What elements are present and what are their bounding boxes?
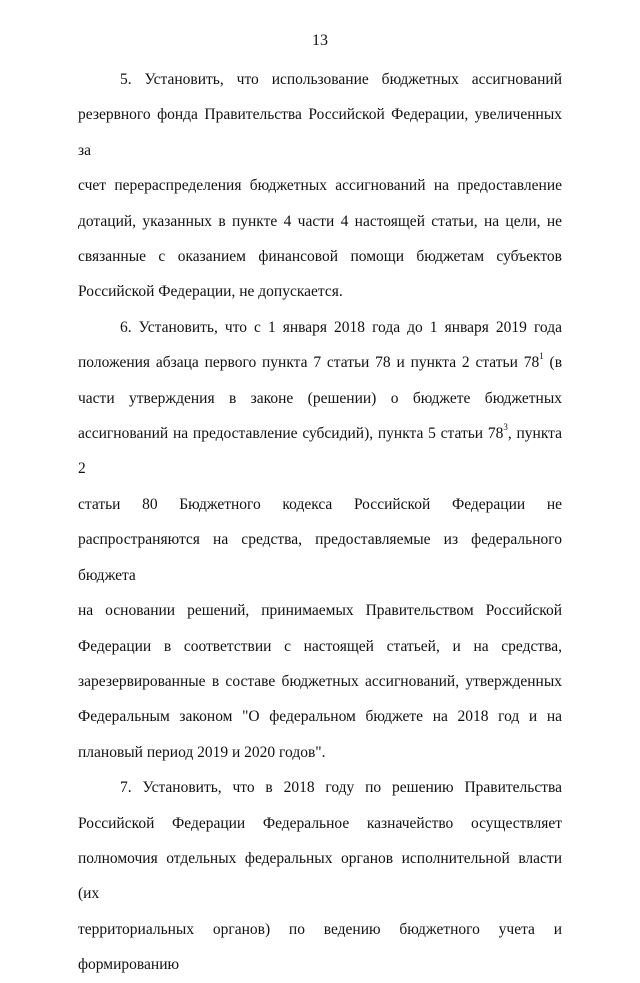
paragraph-6 xyxy=(78,310,562,770)
text-line: статьи 80 Бюджетного кодекса Российской Федерации не xyxy=(78,495,562,513)
text-line: резервного фонда Правительства Российской Федерации, увеличенных за xyxy=(78,106,562,159)
text-line: Российской Федерации, не допускается. xyxy=(78,283,343,301)
text-line: плановый период 2019 и 2020 годов". xyxy=(78,743,326,761)
text-line: Федеральным законом "О федеральном бюджете на 2018 год и на xyxy=(78,708,562,726)
text-line xyxy=(78,345,562,380)
text-line: на основании решений, принимаемых Правительством Российской xyxy=(78,602,562,620)
text-line: распространяются на средства, предоставляемые из федерального бюджета xyxy=(78,531,562,584)
page-number: 13 xyxy=(312,32,328,49)
text-line: зарезервированные в составе бюджетных ассигнований, утвержденных xyxy=(78,672,562,690)
text-line: 5. Установить, что использование бюджетных ассигнований xyxy=(120,71,562,88)
text-line: связанные с оказанием финансовой помощи бюджетам субъектов xyxy=(78,248,562,266)
text-line: территориальных органов) по ведению бюджетного учета и формированию xyxy=(78,920,562,974)
text-line: дотаций, указанных в пункте 4 части 4 настоящей статьи, на цели, не xyxy=(78,212,562,230)
document-body xyxy=(78,62,562,983)
text-line xyxy=(78,416,562,487)
text-line: Российской Федерации Федеральное казначейство осуществляет xyxy=(78,814,562,832)
text-line: Федерации в соответствии с настоящей статьей, и на средства, xyxy=(78,637,562,655)
superscript: 1 xyxy=(539,351,544,362)
superscript: 3 xyxy=(503,421,508,432)
text-line: 7. Установить, что в 2018 году по решению Правительства xyxy=(120,779,562,797)
text-fragment: (в xyxy=(543,354,563,372)
text-fragment: , пункта 2 xyxy=(78,425,562,478)
text-line: 6. Установить, что с 1 января 2018 года до 1 января 2019 года xyxy=(120,318,562,336)
text-fragment: ассигнований на предоставление субсидий), пункта 5 статьи 78 xyxy=(78,425,504,443)
paragraph-7 xyxy=(78,770,562,982)
text-line: части утверждения в законе (решении) о бюджете бюджетных xyxy=(78,389,562,407)
text-line: счет перераспределения бюджетных ассигнований на предоставление xyxy=(78,177,562,195)
text-line: полномочия отдельных федеральных органов исполнительной власти (их xyxy=(78,849,562,903)
paragraph-5 xyxy=(78,62,562,310)
text-fragment: положения абзаца первого пункта 7 статьи 78 и пункта 2 статьи 78 xyxy=(78,354,540,372)
